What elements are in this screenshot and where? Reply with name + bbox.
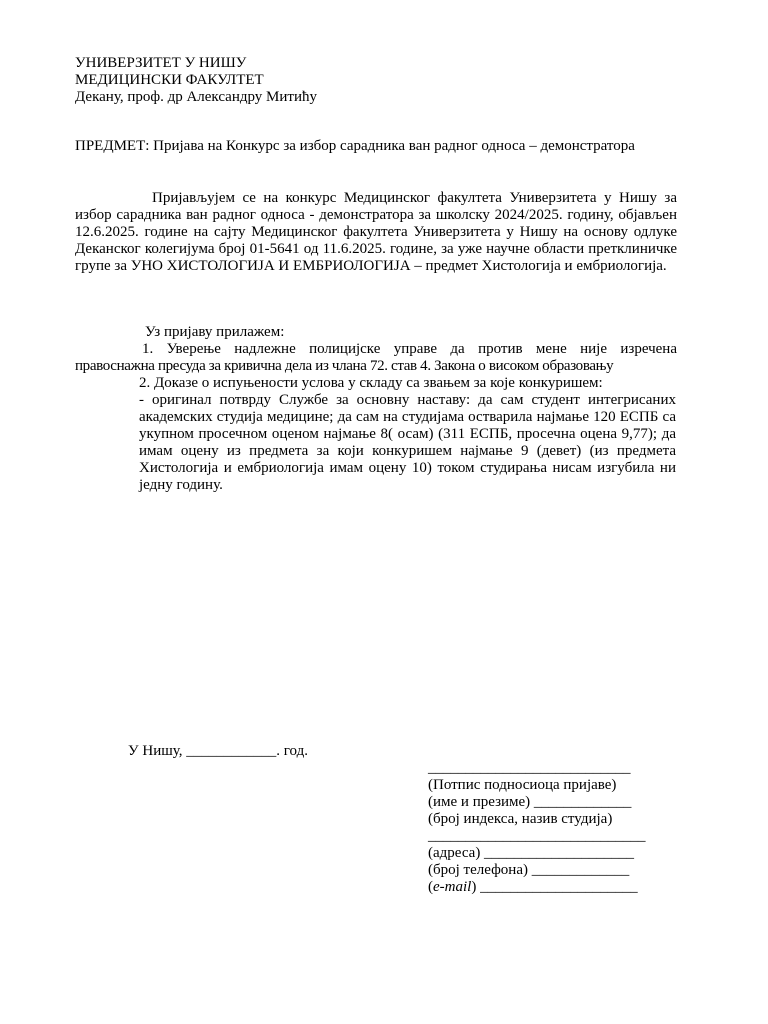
index-field: (број индекса, назив студија) [428,811,613,827]
signature-line: ___________________________ [428,760,631,776]
blank-line: _____________________________ [428,828,646,844]
letter-header [75,55,317,106]
email-line: _____________________ [476,879,638,895]
attachment-item-1-line-2: правоснажна пресуда за кривична дела из члана 72. став 4. Закона о високом образовању [75,358,614,374]
body-paragraph-text: Пријављујем се на конкурс Медицинског факултета Универзитета у Нишу за избор сарадника ван радног односа - демонстратора за школску 2024/2025. годину, објављен 12.6.2025. године на сајту Медицинског факултета Универзитета у Нишу на основу одлуке Деканског колегијума број 01-5641 од 11.6.2025. године, за уже научне области претклиничке групе за УНО ХИСТОЛОГИЈА И ЕМБРИОЛОГИЈА – предмет Хистологија и ембриологија. [75,190,677,274]
name-field: (име и презиме) _____________ [428,794,632,810]
email-label: e-mail [433,879,472,895]
addressee: Декану, проф. др Александру Митићу [75,89,317,105]
faculty-name: МЕДИЦИНСКИ ФАКУЛТЕТ [75,72,264,88]
body-paragraph [75,190,677,275]
university-name: УНИВЕРЗИТЕТ У НИШУ [75,55,247,71]
signature-block [428,760,648,896]
attachment-item-2-text: - оригинал потврду Службе за основну наставу: да сам студент интегрисаних академских студија медицине; да сам на студијама остварила најмање 120 ЕСПБ са укупном просечном оценом најмање 8( осам) (311 ЕСПБ, просечна оцена 9,77); да имам оцену из предмета за који конкуришем најмање 9 (девет) (из предмета Хистологија и ембриологија имам оцену 10) током студирања нисам изгубила ни једну годину. [139,392,676,493]
subject-line: ПРЕДМЕТ: Пријава на Конкурс за избор сарадника ван радног односа – демонстратора [75,138,635,154]
attachment-item-2-title: 2. Доказе о испуњености услова у складу са звањем за које конкуришем: [139,375,603,391]
attachments-title: Уз пријаву прилажем: [145,324,285,340]
signature-label: (Потпис подносиоца пријаве) [428,777,617,793]
attachment-item-1 [75,341,677,375]
email-field: (e-mail) _____________________ [428,879,638,895]
place-date-line: У Нишу, ____________. год. [128,743,309,759]
attachment-item-1-line-1: 1. Уверење надлежне полицијске управе да против мене није изречена [142,341,677,357]
address-field: (адреса) ____________________ [428,845,635,861]
phone-field: (број телефона) _____________ [428,862,630,878]
